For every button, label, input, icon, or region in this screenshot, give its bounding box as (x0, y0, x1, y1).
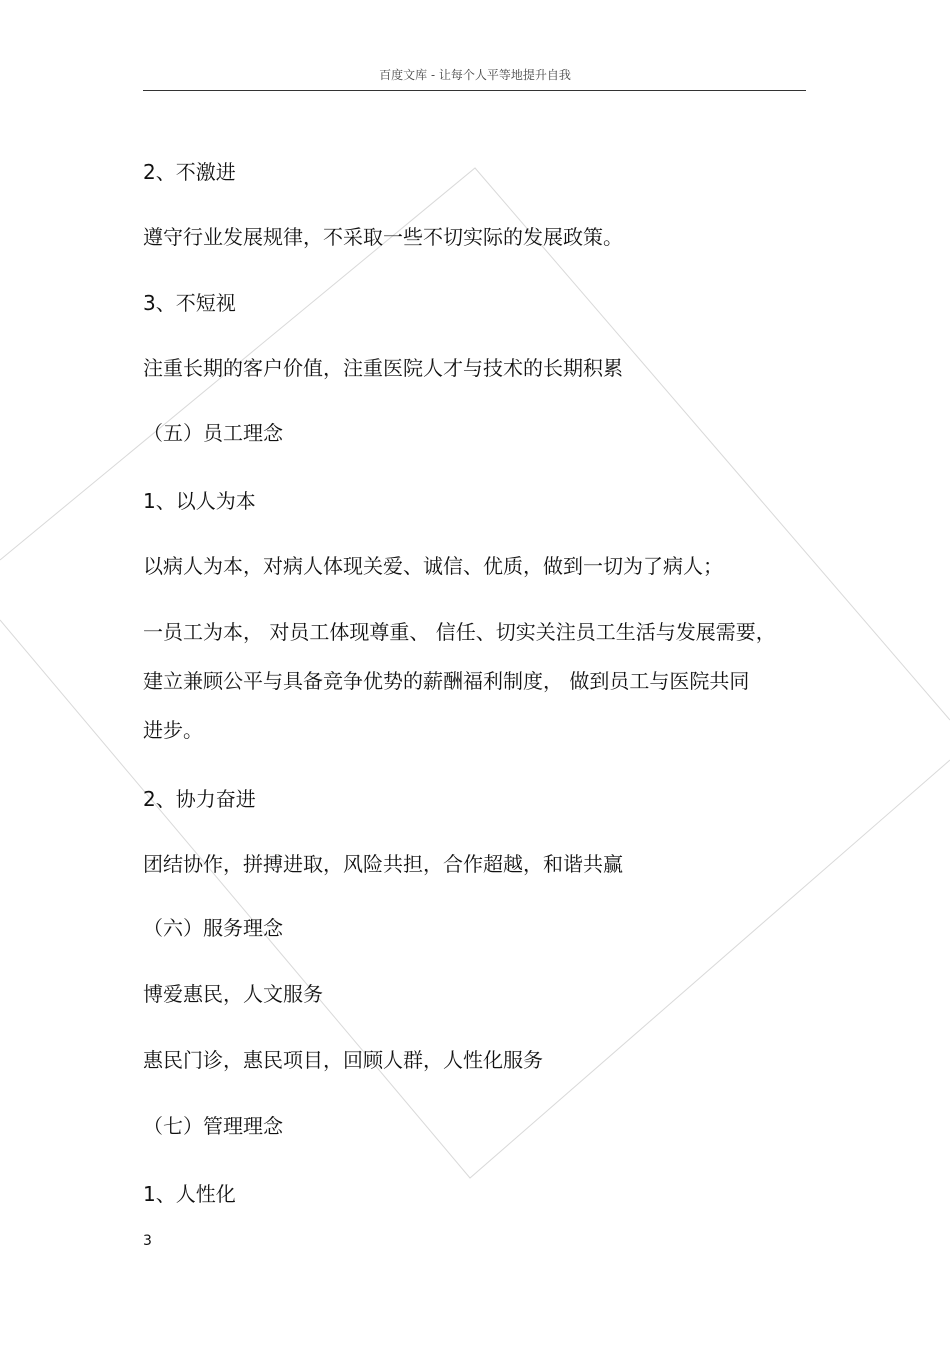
heading-people-oriented: 1、以人为本 (143, 489, 256, 513)
paragraph: 进步。 (143, 718, 203, 742)
header-divider (143, 90, 806, 91)
page-number: 3 (143, 1233, 152, 1249)
paragraph: 注重长期的客户价值，注重医院人才与技术的长期积累 (143, 356, 623, 380)
section-heading-service: （六）服务理念 (143, 916, 283, 940)
section-heading-staff: （五）员工理念 (143, 421, 283, 445)
heading-cooperation: 2、协力奋进 (143, 787, 256, 811)
section-heading-management: （七）管理理念 (143, 1114, 283, 1138)
heading-not-shortsighted: 3、不短视 (143, 291, 236, 315)
heading-not-aggressive: 2、不激进 (143, 160, 236, 184)
heading-humanized: 1、人性化 (143, 1182, 236, 1206)
paragraph: 团结协作，拼搏进取，风险共担，合作超越，和谐共赢 (143, 852, 623, 876)
paragraph: 以病人为本，对病人体现关爱、诚信、优质，做到一切为了病人； (143, 554, 723, 578)
paragraph: 博爱惠民，人文服务 (143, 982, 323, 1006)
paragraph: 遵守行业发展规律，不采取一些不切实际的发展政策。 (143, 225, 623, 249)
page-header: 百度文库 - 让每个人平等地提升自我 (379, 68, 571, 82)
paragraph: 惠民门诊，惠民项目，回顾人群，人性化服务 (143, 1048, 543, 1072)
paragraph: 建立兼顾公平与具备竞争优势的薪酬福利制度， 做到员工与医院共同 (143, 669, 750, 693)
paragraph: 一员工为本， 对员工体现尊重、 信任、切实关注员工生活与发展需要， (143, 620, 776, 644)
